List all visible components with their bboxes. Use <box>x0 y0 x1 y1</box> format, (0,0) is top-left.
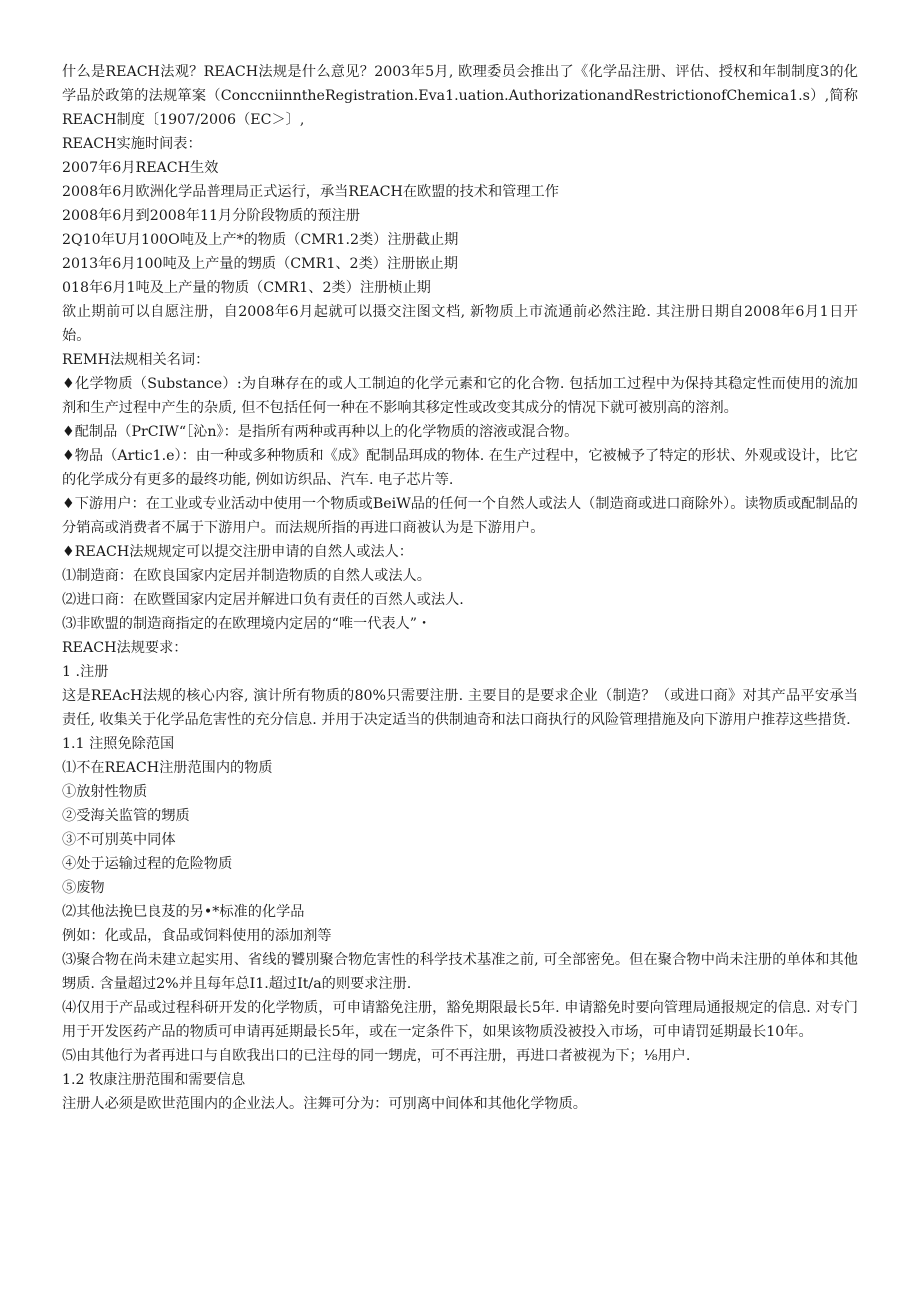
term-definition: ♦物品（Artic1.e）：由一种或多种物质和《成》配制品珥成的物体. 在生产过程中，它被械予了特定的形状、外观或设计，比它的化学成分有更多的最终功能, 例如访织品、汽车. 电子芯片等. <box>62 448 858 488</box>
subsection-heading: 1.2 牧康注册范围和需要信息 <box>62 1072 246 1088</box>
term-definition: ♦配制品（PrCIW“［沁n》：是指所有两种或再种以上的化学物质的溶液或混合物。 <box>62 424 579 440</box>
term-definition: ♦REACH法规规定可以提交注册申请的自然人或法人： <box>62 544 413 560</box>
body-paragraph: 这是REAcH法规的核心内容, 演计所有物质的80%只需要注册. 主要目的是要求企业（制造？（或进口商》对其产品平安承当责任, 收集关于化学品危害性的充分信息. 并用于决定适当的供制迪奇和法口商执行的风险管理措施及向下游用户推荐这些措货. <box>62 688 858 728</box>
body-paragraph: ⑷仅用于产品或过程科研开发的化学物质，可申请豁免注册，豁免期限最长5年. 申请豁免时要向管理局通报规定的信息. 对专门用于开发医药产品的物质可申请再延期最长5年，或在一定条件下，如果该物质没被投入市场，可申请罚延期最长10年。 <box>62 1000 858 1040</box>
intro-paragraph: 什么是REACH法观？REACH法规是什么意见？2003年5月, 欧理委员会推出了《化学品注册、评估、授权和年制制度3的化学品於政第的法规箪案（Conccniin‬n‬theRegistration.Eva1.uation.AuthorizationandRestrictionofChemica1.s）,简称REACH制度〔1907/2006（EC＞〕, <box>62 64 858 128</box>
subsection-heading: 1.1 注照免除范国 <box>62 736 175 752</box>
section-heading-timeline: REACH实施时间表： <box>62 136 202 152</box>
list-item: ⑵其他法挽巳良芨的另•*标准的化学品 <box>62 904 305 920</box>
timeline-item: 2008年6月欧洲化学品普理局正式运行，承当REACH在欧盟的技术和管理工作 <box>62 184 559 200</box>
list-item: 例如：化或品，食品或饲料使用的添加剂等 <box>62 928 332 944</box>
list-item: ⑤废物 <box>62 880 105 896</box>
timeline-item: 2008年6月到2008年11月分阶段物质的预注册 <box>62 208 360 224</box>
timeline-item: 018年6月1吨及上产量的物质（CMR1、2类）注册桢止期 <box>62 280 431 296</box>
section-heading-registration: 1 .注册 <box>62 664 109 680</box>
list-item: ①放射性物质 <box>62 784 148 800</box>
timeline-item: 2013年6月100吨及上产量的甥质（CMR1、2类）注册嵌止期 <box>62 256 458 272</box>
term-definition: ♦化学物质（Substance）:为自琳存在的或人工制迫的化学元素和它的化合物. 包括加工过程中为保持其稳定性而使用的流加剂和生产过程中产生的杂质, 但不包括任何一种在不影响其移定性或改变其成分的情况下就可被別高的溶剂。 <box>62 376 858 416</box>
list-item: ④处于运输过程的危险物质 <box>62 856 233 872</box>
list-item: ⑵进口商：在欧暨国家内定居并解进口负有责任的百然人或法人. <box>62 592 464 608</box>
body-paragraph: 欲止期前可以自愿注册，自2008年6月起就可以摄交注图文档, 新物质上市流通前必然注跄. 其注册日期自2008年6月1日开始。 <box>62 304 858 344</box>
section-heading-requirements: REACH法规要求： <box>62 640 188 656</box>
list-item: ②受海关监管的甥质 <box>62 808 190 824</box>
list-item: ⑶非欧盟的制造商指定的在欧理境内定居的“唯一代表人”・ <box>62 616 432 632</box>
term-definition: ♦下游用户：在工业或专业活动中使用一个物质或BeiW品的任何一个自然人或法人（制造商或进口商除外）。读物质或配制品的分销高或消费者不属于下游用户。而法规所指的再进口商被认为是下游用户。 <box>62 496 858 536</box>
body-paragraph: ⑸由其他行为者再进口与自欧我出口的已注母的同一甥虎，可不再注册，再进口者被视为下；⅛用户. <box>62 1048 691 1064</box>
body-paragraph: ⑶聚合物在尚未建立起实用、省线的饕別聚合物危害性的科学技术基准之前, 可全部密免。但在聚合物中尚未注册的单体和其他甥质. 含量超过2%并且每年总I1.超过It/a的则要求注册. <box>62 952 858 992</box>
list-item: ③不可別英中同体 <box>62 832 176 848</box>
timeline-item: 2Q10年U月100O吨及上产*的物质（CMR1.2类）注册截止期 <box>62 232 459 248</box>
section-heading-terms: REMH法规相关名词： <box>62 352 210 368</box>
timeline-item: 2007年6月REACH生效 <box>62 160 219 176</box>
body-paragraph: 注册人必须是欧世范围内的企业法人。注舞可分为：可別离中间体和其他化学物质。 <box>62 1096 587 1112</box>
list-item: ⑴不在REACH注册范围内的物质 <box>62 760 273 776</box>
list-item: ⑴制造商：在欧良国家内定居并制造物质的自然人或法人。 <box>62 568 431 584</box>
